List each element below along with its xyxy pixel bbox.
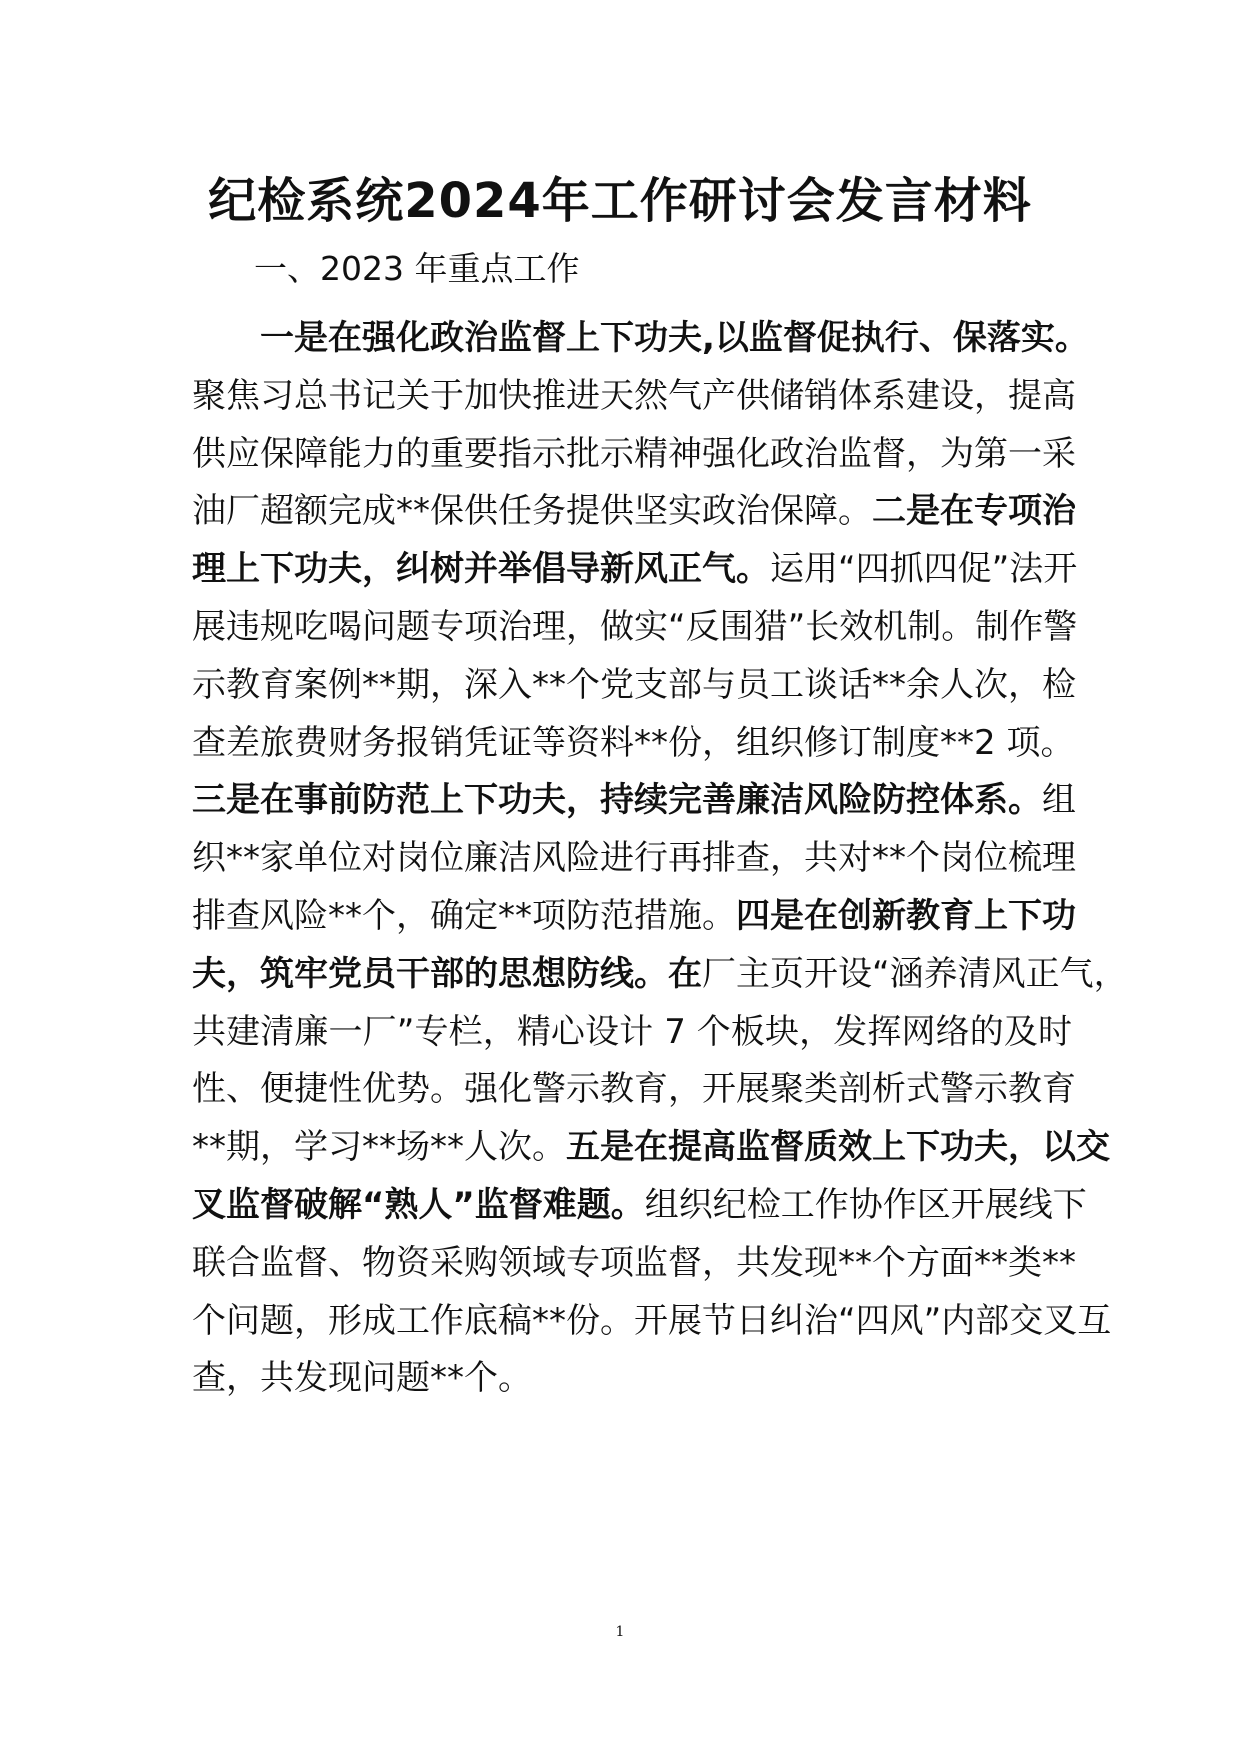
line-text: 查差旅费财务报销凭证等资料**份，组织修订制度**2 项。 [192,722,1075,763]
paragraph-line [192,1235,1076,1293]
document-title: 纪检系统2024年工作研讨会发言材料 [208,173,1032,229]
line-text: 联合监督、物资采购领域专项监督，共发现**个方面**类** [192,1242,1076,1283]
paragraph-line [192,599,1078,657]
bold-text: 一是在强化政治监督上下功夫,以监督促执行、保落实。 [260,318,1089,358]
paragraph-line [192,1350,1072,1408]
paragraph-line [192,1177,1087,1235]
line-text: 组织纪检工作协作区开展线下 [644,1184,1087,1225]
line-text: 共建清廉一厂”专栏，精心设计 7 个板块，发挥网络的及时 [192,1011,1072,1052]
paragraph-line [192,1119,1110,1177]
line-text: 运用“四抓四促”法开 [770,549,1078,590]
paragraph-line [192,1061,1076,1119]
paragraph-line [192,657,1076,715]
bold-text: 夫，筑牢党员干部的思想防线。在 [192,953,702,994]
paragraph-line [192,310,1089,368]
line-text: 聚焦习总书记关于加快推进天然气产供储销体系建设，提高 [192,375,1076,416]
section-heading: 一、2023 年重点工作 [254,249,580,288]
line-text: 油厂超额完成**保供任务提供坚实政治保障。 [192,491,872,532]
line-text: 展违规吃喝问题专项治理，做实“反围猎”长效机制。制作警 [192,606,1078,647]
line-text: 示教育案例**期，深入**个党支部与员工谈话**余人次，检 [192,664,1076,705]
line-text: 组 [1042,780,1076,821]
paragraph-line [192,483,1076,541]
paragraph-line [192,830,1076,888]
bold-text: 叉监督破解“熟人”监督难题。 [192,1184,645,1225]
line-text: **期，学习**场**人次。 [192,1127,566,1168]
bold-text: 理上下功夫，纠树并举倡导新风正气。 [192,549,770,590]
line-text: 性、便捷性优势。强化警示教育，开展聚类剖析式警示教育 [192,1069,1076,1110]
line-text: 个问题，形成工作底稿**份。开展节日纠治“四风”内部交叉互 [192,1300,1112,1341]
page-number: 1 [615,1624,625,1640]
line-text: 排查风险**个，确定**项防范措施。 [192,895,736,936]
paragraph-line [192,1293,1112,1351]
paragraph-line [192,541,1078,599]
body-paragraph [192,310,1128,1408]
paragraph-line [192,715,1075,773]
paragraph-line [192,888,1076,946]
paragraph-line [192,368,1076,426]
line-text: 厂主页开设“涵养清风正气， [702,953,1128,994]
paragraph-line [192,772,1076,830]
line-text: 织**家单位对岗位廉洁风险进行再排查，共对**个岗位梳理 [192,838,1076,879]
bold-text: 三是在事前防范上下功夫，持续完善廉洁风险防控体系。 [192,780,1042,821]
paragraph-line [192,1004,1072,1062]
line-text: 供应保障能力的重要指示批示精神强化政治监督，为第一采 [192,433,1076,474]
bold-text: 二是在专项治 [872,491,1076,532]
bold-text: 五是在提高监督质效上下功夫，以交 [566,1127,1110,1168]
paragraph-line [192,946,1128,1004]
line-text: 查，共发现问题**个。 [192,1358,532,1399]
bold-text: 四是在创新教育上下功 [736,895,1076,936]
paragraph-line [192,426,1076,484]
